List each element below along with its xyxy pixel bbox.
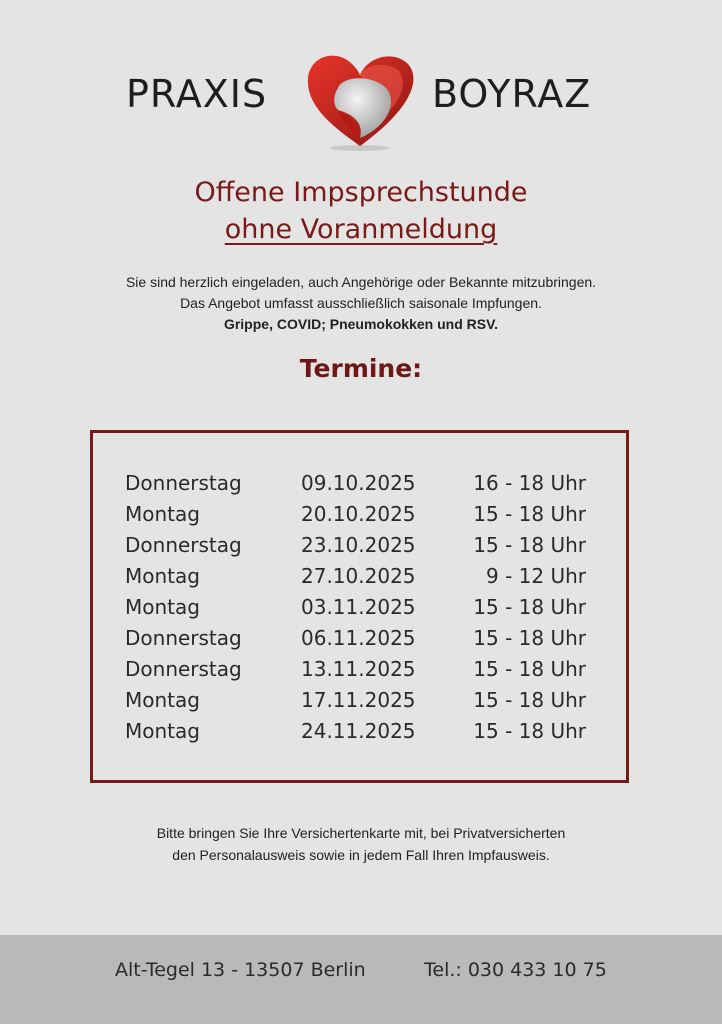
schedule-day: Montag — [125, 719, 200, 743]
schedule-row — [93, 595, 626, 626]
schedule-time: 16 - 18 Uhr — [473, 471, 586, 495]
schedule-row — [93, 502, 626, 533]
schedule-time: 15 - 18 Uhr — [473, 688, 586, 712]
title-line-1: Offene Impsprechstunde — [194, 177, 528, 208]
schedule-row — [93, 688, 626, 719]
schedule-time: 15 - 18 Uhr — [473, 595, 586, 619]
schedule-row — [93, 564, 626, 595]
schedule-row — [93, 626, 626, 657]
heart-logo-icon — [302, 48, 418, 152]
schedule-time: 9 - 12 Uhr — [486, 564, 586, 588]
schedule-time: 15 - 18 Uhr — [473, 502, 586, 526]
schedule-time: 15 - 18 Uhr — [473, 533, 586, 557]
termine-heading: Termine: — [299, 354, 423, 383]
schedule-date: 06.11.2025 — [301, 626, 416, 650]
schedule-day: Montag — [125, 502, 200, 526]
schedule-date: 23.10.2025 — [301, 533, 416, 557]
schedule-date: 03.11.2025 — [301, 595, 416, 619]
schedule-row — [93, 471, 626, 502]
schedule-date: 27.10.2025 — [301, 564, 416, 588]
phone-text: Tel.: 030 433 10 75 — [424, 959, 607, 981]
schedule-day: Montag — [125, 688, 200, 712]
schedule-time: 15 - 18 Uhr — [473, 626, 586, 650]
intro-line-1: Sie sind herzlich eingeladen, auch Angehörige oder Bekannte mitzubringen. — [125, 274, 597, 290]
schedule-date: 20.10.2025 — [301, 502, 416, 526]
brand-name-left: PRAXIS — [126, 72, 268, 116]
schedule-date: 24.11.2025 — [301, 719, 416, 743]
schedule-row — [93, 719, 626, 750]
schedule-day: Donnerstag — [125, 657, 242, 681]
schedule-day: Montag — [125, 595, 200, 619]
schedule-row — [93, 657, 626, 688]
schedule-day: Donnerstag — [125, 471, 242, 495]
schedule-time: 15 - 18 Uhr — [473, 719, 586, 743]
header — [0, 48, 722, 148]
footer-note-line-2: den Personalausweis sowie in jedem Fall Ihren Impfausweis. — [172, 847, 550, 863]
schedule-date: 09.10.2025 — [301, 471, 416, 495]
brand-name-right: BOYRAZ — [432, 72, 592, 116]
bottom-contact-bar — [0, 935, 722, 1024]
intro-line-3: Grippe, COVID; Pneumokokken und RSV. — [223, 316, 499, 332]
schedule-day: Montag — [125, 564, 200, 588]
schedule-date: 17.11.2025 — [301, 688, 416, 712]
footer-note-line-1: Bitte bringen Sie Ihre Versichertenkarte mit, bei Privatversicherten — [156, 825, 566, 841]
title-line-2: ohne Voranmeldung — [224, 214, 498, 245]
schedule-day: Donnerstag — [125, 626, 242, 650]
intro-text — [0, 272, 722, 335]
intro-line-2: Das Angebot umfasst ausschließlich saisonale Impfungen. — [180, 295, 542, 311]
schedule-day: Donnerstag — [125, 533, 242, 557]
address-text: Alt-Tegel 13 - 13507 Berlin — [115, 959, 366, 981]
schedule-box — [90, 430, 629, 783]
schedule-date: 13.11.2025 — [301, 657, 416, 681]
schedule-row — [93, 533, 626, 564]
page-title — [0, 174, 722, 248]
schedule-time: 15 - 18 Uhr — [473, 657, 586, 681]
footer-note — [0, 822, 722, 866]
